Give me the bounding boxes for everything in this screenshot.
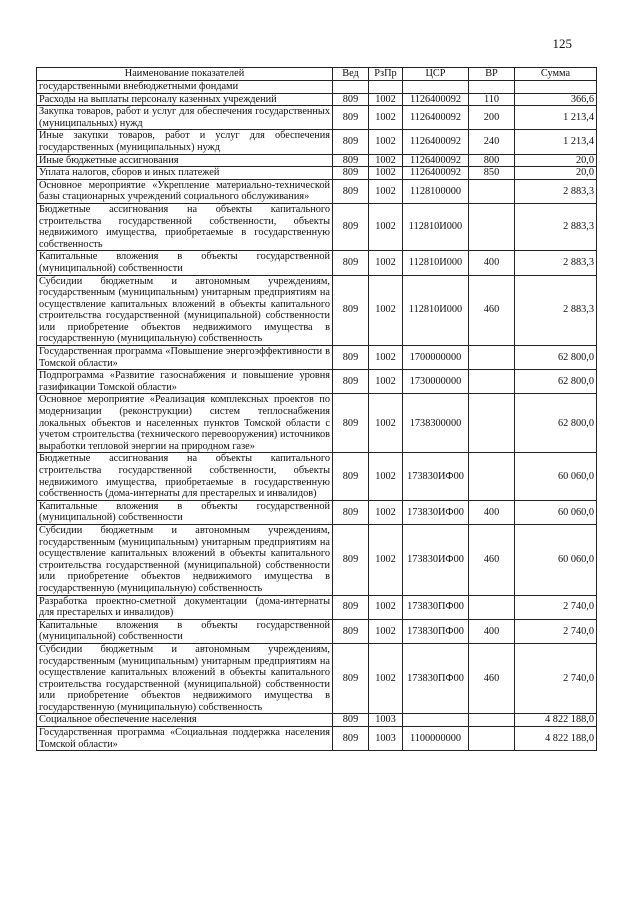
cell-ved: 809: [333, 167, 369, 180]
cell-csr: 173830ИФ00: [403, 524, 469, 595]
cell-rzpr: 1002: [369, 106, 403, 130]
table-row: [37, 154, 597, 167]
header-sum: Сумма: [515, 68, 597, 81]
cell-sum: 366,6: [515, 93, 597, 106]
cell-sum: 2 883,3: [515, 275, 597, 346]
cell-sum: 20,0: [515, 167, 597, 180]
cell-vr: 800: [469, 154, 515, 167]
cell-ved: 809: [333, 643, 369, 714]
cell-rzpr: 1002: [369, 394, 403, 453]
cell-name: Закупка товаров, работ и услуг для обеспечения государственных (муниципальных) нужд: [37, 106, 333, 130]
cell-sum: [515, 81, 597, 94]
cell-csr: 1700000000: [403, 346, 469, 370]
cell-vr: [469, 370, 515, 394]
cell-sum: 2 883,3: [515, 251, 597, 275]
cell-ved: 809: [333, 370, 369, 394]
cell-name: Субсидии бюджетным и автономным учреждениям, государственным (муниципальным) унитарным предприятиям на осуществление капитальных вложений в объекты капитального строительства государственной (муниципальной) собственности или приобретение объектов недвижимого имущества в государственную (муниципальную) собственность: [37, 275, 333, 346]
cell-sum: 1 213,4: [515, 106, 597, 130]
cell-sum: 2 740,0: [515, 643, 597, 714]
cell-name: Основное мероприятие «Укрепление материально-технической базы стационарных учреждений социального обслуживания»: [37, 179, 333, 203]
table-row: [37, 727, 597, 751]
cell-rzpr: 1002: [369, 275, 403, 346]
cell-name: Капитальные вложения в объекты государственной (муниципальной) собственности: [37, 619, 333, 643]
cell-csr: 112810И000: [403, 251, 469, 275]
cell-ved: 809: [333, 394, 369, 453]
cell-name: Основное мероприятие «Реализация комплексных проектов по модернизации (реконструкции) систем теплоснабжения локальных объектов и населенных пунктов Томской области с учетом строительства (технического перевооружения) источников выработки тепловой энергии на природном газе»: [37, 394, 333, 453]
header-ved: Вед: [333, 68, 369, 81]
cell-rzpr: 1002: [369, 453, 403, 500]
cell-csr: 1100000000: [403, 727, 469, 751]
cell-csr: 112810И000: [403, 275, 469, 346]
table-row: [37, 643, 597, 714]
cell-sum: 4 822 188,0: [515, 727, 597, 751]
cell-rzpr: 1002: [369, 370, 403, 394]
cell-ved: 809: [333, 619, 369, 643]
table-row: [37, 370, 597, 394]
table-row: [37, 619, 597, 643]
cell-sum: 2 740,0: [515, 619, 597, 643]
table-row: [37, 81, 597, 94]
cell-ved: 809: [333, 727, 369, 751]
cell-rzpr: 1002: [369, 595, 403, 619]
cell-name: Уплата налогов, сборов и иных платежей: [37, 167, 333, 180]
cell-csr: 1738300000: [403, 394, 469, 453]
header-name: Наименование показателей: [37, 68, 333, 81]
cell-rzpr: 1002: [369, 130, 403, 154]
table-row: [37, 179, 597, 203]
cell-sum: 62 800,0: [515, 370, 597, 394]
cell-ved: 809: [333, 106, 369, 130]
cell-ved: 809: [333, 714, 369, 727]
table-row: [37, 714, 597, 727]
cell-csr: 112810И000: [403, 203, 469, 250]
cell-csr: 1126400092: [403, 93, 469, 106]
cell-name: Государственная программа «Социальная поддержка населения Томской области»: [37, 727, 333, 751]
cell-name: Иные бюджетные ассигнования: [37, 154, 333, 167]
cell-csr: 1126400092: [403, 106, 469, 130]
cell-sum: 60 060,0: [515, 524, 597, 595]
header-rzpr: РзПр: [369, 68, 403, 81]
cell-rzpr: 1002: [369, 179, 403, 203]
cell-vr: 460: [469, 275, 515, 346]
cell-ved: 809: [333, 453, 369, 500]
cell-vr: [469, 453, 515, 500]
cell-vr: [469, 714, 515, 727]
table-row: [37, 524, 597, 595]
cell-sum: 1 213,4: [515, 130, 597, 154]
cell-ved: 809: [333, 251, 369, 275]
cell-csr: [403, 81, 469, 94]
cell-name: Субсидии бюджетным и автономным учреждениям, государственным (муниципальным) унитарным предприятиям на осуществление капитальных вложений в объекты капитального строительства государственной (муниципальной) собственности или приобретение объектов недвижимого имущества в государственную (муниципальную) собственность: [37, 643, 333, 714]
cell-rzpr: 1002: [369, 524, 403, 595]
cell-name: Иные закупки товаров, работ и услуг для обеспечения государственных (муниципальных) нужд: [37, 130, 333, 154]
cell-vr: [469, 81, 515, 94]
cell-rzpr: 1002: [369, 203, 403, 250]
cell-csr: 1126400092: [403, 130, 469, 154]
table-row: [37, 275, 597, 346]
cell-vr: 460: [469, 643, 515, 714]
header-vr: ВР: [469, 68, 515, 81]
cell-csr: 1128100000: [403, 179, 469, 203]
cell-vr: [469, 179, 515, 203]
cell-sum: 20,0: [515, 154, 597, 167]
cell-sum: 60 060,0: [515, 453, 597, 500]
cell-ved: 809: [333, 346, 369, 370]
cell-sum: 4 822 188,0: [515, 714, 597, 727]
cell-vr: 460: [469, 524, 515, 595]
cell-vr: [469, 346, 515, 370]
page-number: 125: [552, 36, 572, 51]
cell-ved: 809: [333, 179, 369, 203]
cell-sum: 2 740,0: [515, 595, 597, 619]
cell-ved: 809: [333, 203, 369, 250]
cell-sum: 2 883,3: [515, 203, 597, 250]
cell-name: Подпрограмма «Развитие газоснабжения и повышение уровня газификации Томской области»: [37, 370, 333, 394]
cell-vr: [469, 727, 515, 751]
header-csr: ЦСР: [403, 68, 469, 81]
table-row: [37, 203, 597, 250]
cell-name: Разработка проектно-сметной документации (дома-интернаты для престарелых и инвалидов): [37, 595, 333, 619]
cell-rzpr: 1003: [369, 714, 403, 727]
cell-name: Расходы на выплаты персоналу казенных учреждений: [37, 93, 333, 106]
cell-vr: [469, 394, 515, 453]
table-row: [37, 167, 597, 180]
budget-table: [36, 67, 597, 751]
table-row: [37, 106, 597, 130]
cell-csr: 1730000000: [403, 370, 469, 394]
cell-vr: 200: [469, 106, 515, 130]
cell-rzpr: 1002: [369, 93, 403, 106]
cell-vr: [469, 203, 515, 250]
cell-ved: 809: [333, 595, 369, 619]
table-header-row: [37, 68, 597, 81]
table-row: [37, 394, 597, 453]
cell-csr: 173830ПФ00: [403, 595, 469, 619]
cell-name: государственными внебюджетными фондами: [37, 81, 333, 94]
cell-ved: 809: [333, 93, 369, 106]
cell-name: Капитальные вложения в объекты государственной (муниципальной) собственности: [37, 500, 333, 524]
cell-rzpr: 1002: [369, 167, 403, 180]
cell-vr: [469, 595, 515, 619]
cell-rzpr: [369, 81, 403, 94]
cell-vr: 400: [469, 500, 515, 524]
table-row: [37, 500, 597, 524]
cell-ved: 809: [333, 500, 369, 524]
cell-sum: 62 800,0: [515, 346, 597, 370]
cell-vr: 400: [469, 251, 515, 275]
cell-sum: 62 800,0: [515, 394, 597, 453]
cell-vr: 400: [469, 619, 515, 643]
cell-ved: [333, 81, 369, 94]
cell-sum: 2 883,3: [515, 179, 597, 203]
cell-rzpr: 1002: [369, 500, 403, 524]
cell-csr: 173830ПФ00: [403, 619, 469, 643]
cell-ved: 809: [333, 275, 369, 346]
table-row: [37, 130, 597, 154]
table-row: [37, 453, 597, 500]
cell-rzpr: 1002: [369, 251, 403, 275]
cell-csr: [403, 714, 469, 727]
cell-sum: 60 060,0: [515, 500, 597, 524]
cell-name: Бюджетные ассигнования на объекты капитального строительства государственной собственности, объекты недвижимого имущества, приобретаемые в государственную собственность: [37, 203, 333, 250]
cell-rzpr: 1003: [369, 727, 403, 751]
cell-rzpr: 1002: [369, 154, 403, 167]
table-row: [37, 595, 597, 619]
cell-csr: 173830ИФ00: [403, 500, 469, 524]
table-row: [37, 346, 597, 370]
cell-vr: 240: [469, 130, 515, 154]
cell-csr: 1126400092: [403, 167, 469, 180]
cell-vr: 850: [469, 167, 515, 180]
table-row: [37, 93, 597, 106]
table-row: [37, 251, 597, 275]
cell-vr: 110: [469, 93, 515, 106]
cell-rzpr: 1002: [369, 643, 403, 714]
cell-name: Социальное обеспечение населения: [37, 714, 333, 727]
cell-rzpr: 1002: [369, 619, 403, 643]
cell-rzpr: 1002: [369, 346, 403, 370]
cell-name: Субсидии бюджетным и автономным учреждениям, государственным (муниципальным) унитарным предприятиям на осуществление капитальных вложений в объекты капитального строительства государственной (муниципальной) собственности или приобретение объектов недвижимого имущества в государственную (муниципальную) собственность: [37, 524, 333, 595]
cell-ved: 809: [333, 130, 369, 154]
cell-name: Капитальные вложения в объекты государственной (муниципальной) собственности: [37, 251, 333, 275]
cell-name: Государственная программа «Повышение энергоэффективности в Томской области»: [37, 346, 333, 370]
cell-csr: 173830ИФ00: [403, 453, 469, 500]
cell-ved: 809: [333, 524, 369, 595]
cell-ved: 809: [333, 154, 369, 167]
table-body: [37, 81, 597, 751]
cell-csr: 173830ПФ00: [403, 643, 469, 714]
cell-csr: 1126400092: [403, 154, 469, 167]
cell-name: Бюджетные ассигнования на объекты капитального строительства государственной собственности, объекты недвижимого имущества, приобретаемые в государственную собственность (дома-интернаты для престарелых и инвалидов): [37, 453, 333, 500]
